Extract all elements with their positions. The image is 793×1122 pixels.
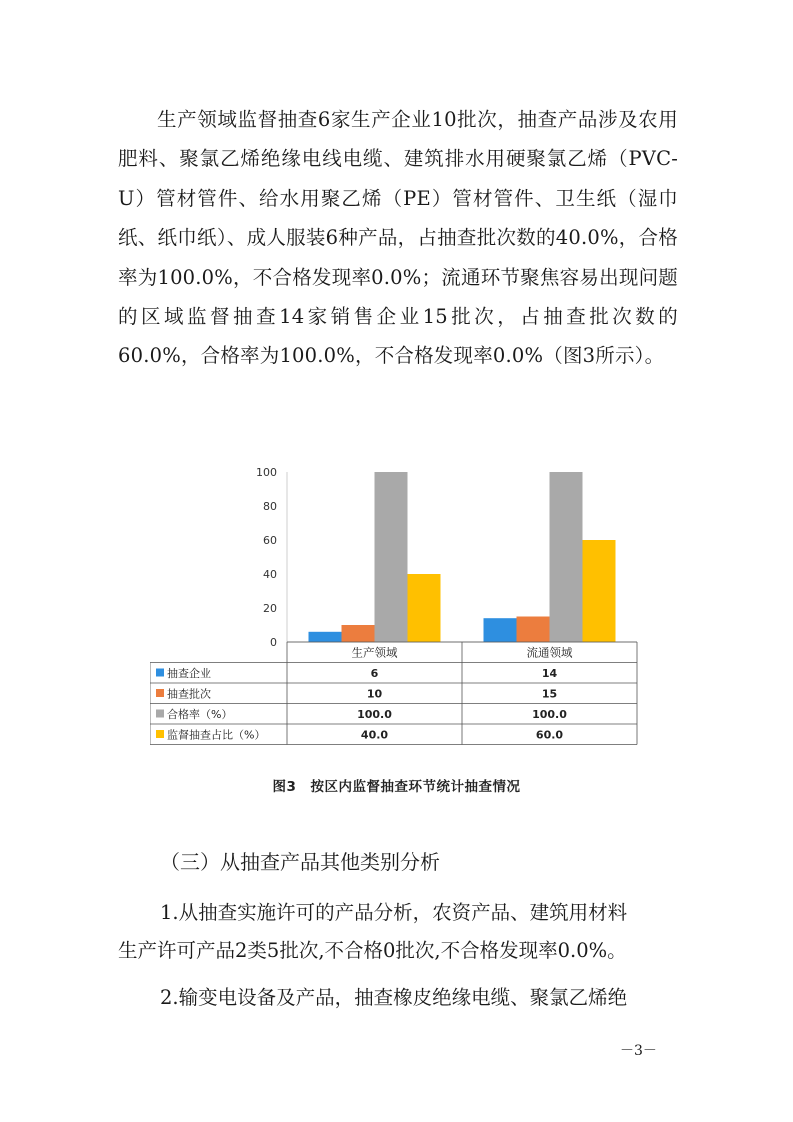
figure-caption: 图3 按区内监督抽查环节统计抽查情况 xyxy=(272,779,521,795)
data-label: 10 xyxy=(366,687,383,701)
bar xyxy=(309,632,342,642)
bar xyxy=(484,618,517,642)
data-table xyxy=(150,642,637,745)
legend-swatch xyxy=(156,689,164,697)
bar xyxy=(342,625,375,642)
bar xyxy=(517,617,550,643)
x-tick-label: 生产领域 xyxy=(351,645,398,660)
legend-label: 监督抽查占比（%） xyxy=(167,728,266,742)
body-paragraph: 生产领域监督抽查6家生产企业10批次，抽查产品涉及农用肥料、聚氯乙烯绝缘电线电缆、建筑排水用硬聚氯乙烯（PVC-U）管材管件、给水用聚乙烯（PE）管材管件、卫生纸（湿巾纸、纸巾纸）、成人服装6种产品，占抽查批次数的40.0%，合格率为100.0%，不合格发现率0.0%；流通环节聚焦容易出现问题的区域监督抽查14家销售企业15批次，占抽查批次数的60.0%，合格率为100.0%，不合格发现率0.0%（图3所示）。 xyxy=(118,108,678,368)
legend-swatch xyxy=(156,669,164,677)
data-label: 60.0 xyxy=(535,728,564,742)
legend-label: 抽查批次 xyxy=(167,687,211,701)
bars xyxy=(309,472,616,642)
data-label: 14 xyxy=(541,667,558,680)
data-label: 6 xyxy=(370,667,379,680)
y-tick-label: 40 xyxy=(263,568,277,581)
y-tick-label: 100 xyxy=(256,466,277,479)
y-tick-label: 60 xyxy=(263,534,277,547)
bar xyxy=(408,574,441,642)
bar xyxy=(375,472,408,642)
data-label: 100.0 xyxy=(532,708,567,721)
data-label: 15 xyxy=(541,687,558,701)
section-heading: （三）从抽查产品其他类别分析 xyxy=(160,850,440,874)
bar xyxy=(583,540,616,642)
bar xyxy=(550,472,583,642)
y-tick-label: 80 xyxy=(263,500,277,513)
y-tick-label: 20 xyxy=(263,602,277,615)
x-tick-label: 流通领域 xyxy=(526,645,573,660)
y-tick-label: 0 xyxy=(270,636,277,649)
legend-swatch xyxy=(156,710,164,718)
data-label: 100.0 xyxy=(357,708,392,721)
data-label: 40.0 xyxy=(360,728,389,742)
legend-swatch xyxy=(156,730,164,738)
list-item-1-line-2: 生产许可产品2类5批次,不合格0批次,不合格发现率0.0%。 xyxy=(118,939,627,962)
list-item-1-line-1: 1.从抽查实施许可的产品分析，农资产品、建筑用材料 xyxy=(160,901,628,924)
bar-chart xyxy=(150,462,640,752)
page-number: －3－ xyxy=(620,1043,657,1059)
legend-label: 抽查企业 xyxy=(167,667,211,680)
list-item-2-line-1: 2.输变电设备及产品，抽查橡皮绝缘电缆、聚氯乙烯绝 xyxy=(160,986,628,1009)
legend-label: 合格率（%） xyxy=(167,708,233,721)
